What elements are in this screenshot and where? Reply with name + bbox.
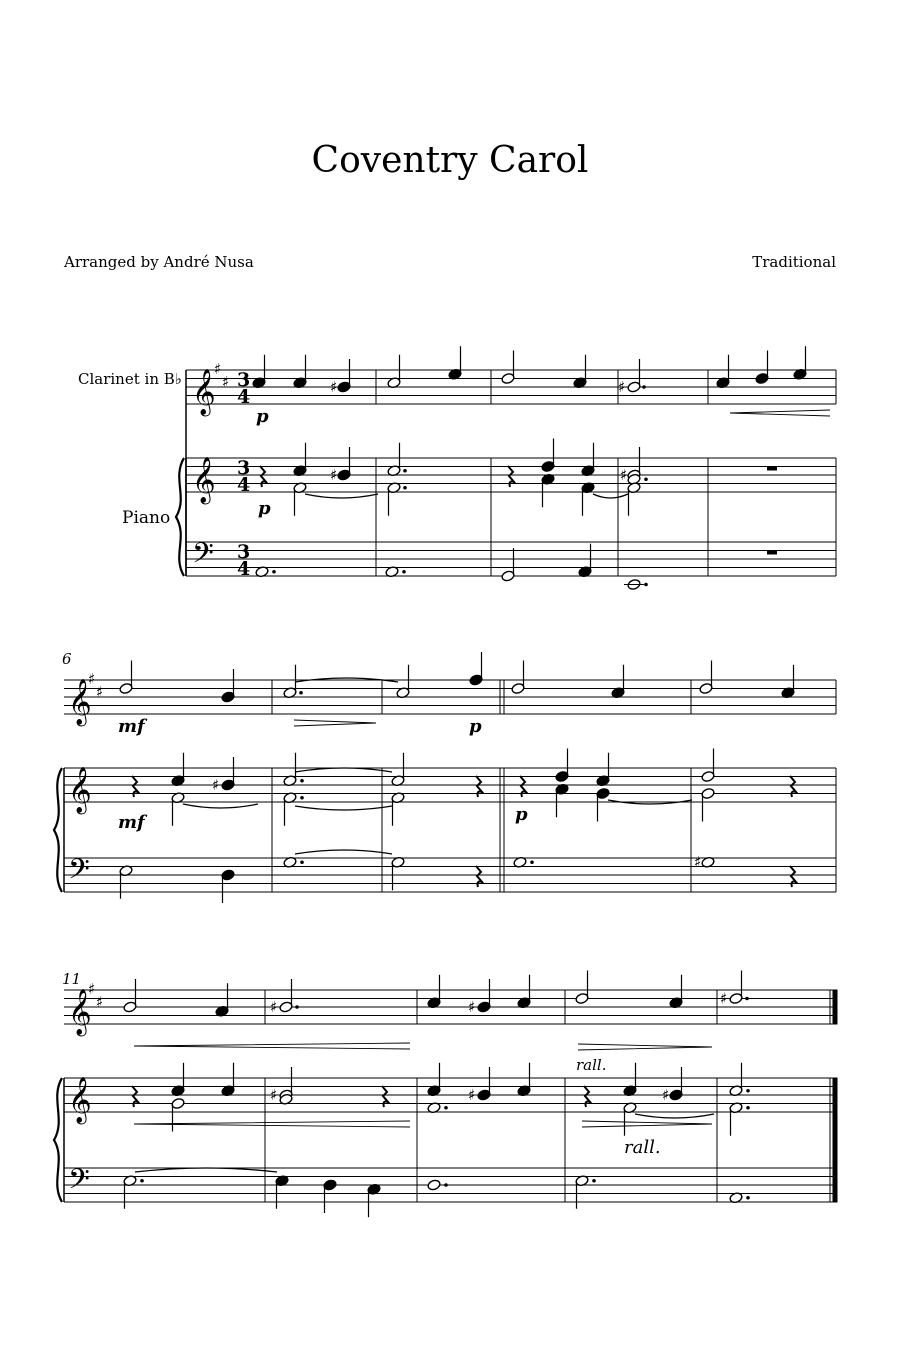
sharp-accidental: ♯	[662, 1086, 670, 1104]
augmentation-dot	[140, 1179, 144, 1183]
sharp-accidental: ♯	[618, 378, 626, 396]
piano-brace	[176, 458, 184, 576]
time-signature-top: 3	[237, 369, 251, 391]
augmentation-dot	[530, 860, 534, 864]
crescendo-hairpin	[730, 410, 830, 416]
sharp-accidental: ♯	[620, 466, 628, 484]
measure-number: 6	[62, 650, 72, 668]
crescendo-hairpin	[134, 1121, 410, 1127]
bass-clef: 𝄢	[68, 1163, 90, 1203]
piano-brace	[54, 768, 62, 892]
sharp-accidental: ♯	[270, 998, 278, 1016]
augmentation-dot	[444, 1183, 448, 1187]
augmentation-dot	[644, 477, 648, 481]
arranger-credit: Arranged by André Nusa	[64, 253, 254, 271]
sharp-accidental: ♯	[88, 980, 96, 998]
piano-bass-staff	[64, 1168, 836, 1202]
time-signature-bottom: 4	[237, 474, 251, 496]
augmentation-dot	[746, 1196, 750, 1200]
treble-clef: 𝄞	[192, 457, 216, 503]
augmentation-dot	[592, 1179, 596, 1183]
dynamic-p: p	[256, 406, 269, 427]
tie	[135, 1168, 277, 1172]
augmentation-dot	[403, 486, 407, 490]
treble-clef: 𝄞	[192, 369, 216, 415]
treble-clef: 𝄞	[68, 679, 92, 725]
rall-marking: rall.	[576, 1056, 607, 1074]
dynamic-mf: mf	[118, 716, 145, 737]
page-title: Coventry Carol	[311, 140, 589, 181]
composer-credit: Traditional	[752, 253, 836, 271]
decrescendo-hairpin	[582, 1121, 712, 1127]
bass-clef: 𝄢	[68, 853, 90, 893]
augmentation-dot	[300, 860, 304, 864]
decrescendo-hairpin	[578, 1044, 712, 1050]
augmentation-dot	[746, 1106, 750, 1110]
dynamic-p: p	[258, 498, 271, 519]
measure-rest	[767, 551, 777, 555]
bass-clef: 𝄢	[192, 537, 214, 577]
measure-rest	[767, 467, 777, 471]
clarinet-staff	[64, 680, 836, 714]
sharp-accidental: ♯	[468, 998, 476, 1016]
time-signature-top: 3	[237, 457, 251, 479]
augmentation-dot	[642, 385, 646, 389]
treble-clef: 𝄞	[68, 989, 92, 1035]
clarinet-instrument-label: Clarinet in B♭	[78, 370, 182, 388]
note	[427, 1179, 441, 1191]
tie	[183, 804, 258, 808]
piano-brace	[54, 1078, 62, 1202]
tie	[295, 806, 392, 810]
sharp-accidental: ♯	[694, 853, 702, 871]
augmentation-dot	[299, 691, 303, 695]
dynamic-mf: mf	[118, 812, 145, 833]
sharp-accidental: ♯	[330, 378, 338, 396]
tie	[593, 494, 628, 498]
tie	[295, 850, 392, 854]
augmentation-dot	[746, 1089, 750, 1093]
time-signature-bottom: 4	[237, 558, 251, 580]
tie	[635, 1114, 714, 1118]
sharp-accidental: ♯	[96, 683, 104, 701]
decrescendo-hairpin	[294, 720, 376, 726]
time-signature-top: 3	[237, 541, 251, 563]
final-barline	[833, 1078, 837, 1202]
piano-bass-staff	[186, 542, 836, 576]
treble-clef: 𝄞	[68, 767, 92, 813]
final-barline	[833, 990, 837, 1024]
augmentation-dot	[300, 779, 304, 783]
rall-marking: rall.	[624, 1137, 661, 1158]
augmentation-dot	[444, 1106, 448, 1110]
tie	[305, 494, 378, 498]
sharp-accidental: ♯	[270, 1086, 278, 1104]
augmentation-dot	[272, 570, 276, 574]
augmentation-dot	[402, 570, 406, 574]
sharp-accidental: ♯	[222, 373, 230, 391]
augmentation-dot	[300, 796, 304, 800]
measure-number: 11	[62, 970, 82, 988]
dynamic-p: p	[469, 716, 482, 737]
dynamic-p: p	[515, 804, 528, 825]
crescendo-hairpin	[134, 1043, 410, 1049]
sharp-accidental: ♯	[468, 1086, 476, 1104]
piano-instrument-label: Piano	[122, 508, 171, 528]
sharp-accidental: ♯	[214, 360, 222, 378]
tie	[295, 768, 392, 772]
augmentation-dot	[644, 583, 648, 587]
augmentation-dot	[295, 1005, 299, 1009]
sharp-accidental: ♯	[96, 993, 104, 1011]
piano-bass-staff	[64, 858, 836, 892]
sharp-accidental: ♯	[212, 776, 220, 794]
treble-clef: 𝄞	[68, 1077, 92, 1123]
augmentation-dot	[403, 469, 407, 473]
sharp-accidental: ♯	[330, 466, 338, 484]
sharp-accidental: ♯	[720, 989, 728, 1008]
time-signature-bottom: 4	[237, 386, 251, 408]
sharp-accidental: ♯	[88, 670, 96, 688]
augmentation-dot	[745, 997, 749, 1001]
